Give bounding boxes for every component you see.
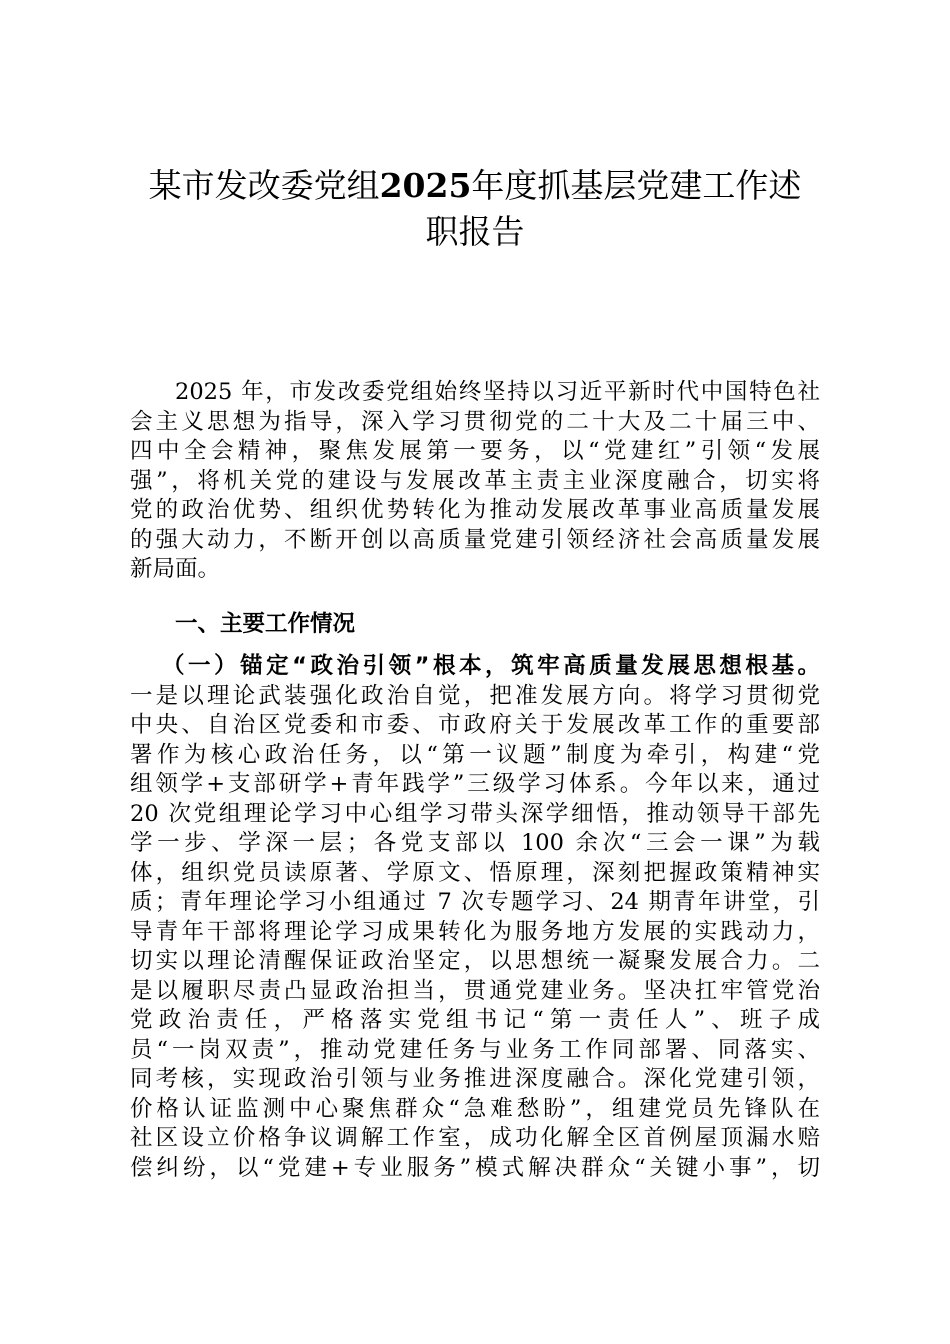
body-line: 偿纠纷，以“党建+专业服务”模式解决群众“关键小事”，切 <box>130 1154 820 1181</box>
body-line: 20 次党组理论学习中心组学习带头深学细悟，推动领导干部先 <box>130 800 820 827</box>
body-line: 员“一岗双责”，推动党建任务与业务工作同部署、同落实、 <box>130 1036 820 1063</box>
document-title <box>100 163 850 255</box>
body-line: 一是以理论武装强化政治自觉，把准发展方向。将学习贯彻党 <box>130 682 820 709</box>
body-line: 是以履职尽责凸显政治担当，贯通党建业务。坚决扛牢管党治 <box>130 977 820 1004</box>
intro-line: 强”，将机关党的建设与发展改革主责主业深度融合，切实将 <box>130 467 820 494</box>
title-part: 某市发改委党组 <box>148 166 380 205</box>
title-line-1 <box>100 163 850 209</box>
intro-line: 会主义思想为指导，深入学习贯彻党的二十大及二十届三中、 <box>130 408 820 435</box>
intro-line: 2025 年，市发改委党组始终坚持以习近平新时代中国特色社 <box>175 379 820 405</box>
body-line: 质；青年理论学习小组通过 7 次专题学习、24 期青年讲堂，引 <box>130 889 820 915</box>
intro-line: 新局面。 <box>130 556 221 582</box>
intro-line: 四中全会精神，聚焦发展第一要务，以“党建红”引领“发展 <box>130 438 820 464</box>
title-year: 2025 <box>379 166 472 205</box>
body-line: 体，组织党员读原著、学原文、悟原理，深刻把握政策精神实 <box>130 859 820 886</box>
body-line: 党政治责任，严格落实党组书记“第一责任人”、班子成 <box>130 1007 820 1033</box>
body-line: 中央、自治区党委和市委、市政府关于发展改革工作的重要部 <box>130 712 820 738</box>
intro-paragraph <box>130 378 820 585</box>
section-heading <box>130 610 820 640</box>
subsection-paragraph <box>130 652 820 1183</box>
body-line: 价格认证监测中心聚焦群众“急难愁盼”，组建党员先锋队在 <box>130 1095 820 1122</box>
body-line: 导青年干部将理论学习成果转化为服务地方发展的实践动力， <box>130 918 820 945</box>
section-heading-text: 一、主要工作情况 <box>175 611 356 637</box>
title-line-2: 职报告 <box>425 212 525 251</box>
subsection-heading: （一）锚定“政治引领”根本，筑牢高质量发展思想根基。 <box>162 653 820 679</box>
body-line: 学一步、学深一层；各党支部以 100 余次“三会一课”为载 <box>130 830 820 856</box>
intro-line: 的强大动力，不断开创以高质量党建引领经济社会高质量发展 <box>130 526 820 553</box>
body-line: 署作为核心政治任务，以“第一议题”制度为牵引，构建“党 <box>130 741 820 768</box>
body-line: 组领学+支部研学+青年践学”三级学习体系。今年以来，通过 <box>130 771 820 797</box>
intro-line: 党的政治优势、组织优势转化为推动发展改革事业高质量发展 <box>130 497 820 523</box>
body-line: 切实以理论清醒保证政治坚定，以思想统一凝聚发展合力。二 <box>130 948 820 974</box>
title-part: 年度抓基层党建工作述 <box>471 166 802 205</box>
body-line: 同考核，实现政治引领与业务推进深度融合。深化党建引领， <box>130 1066 820 1092</box>
body-line: 社区设立价格争议调解工作室，成功化解全区首例屋顶漏水赔 <box>130 1125 820 1151</box>
